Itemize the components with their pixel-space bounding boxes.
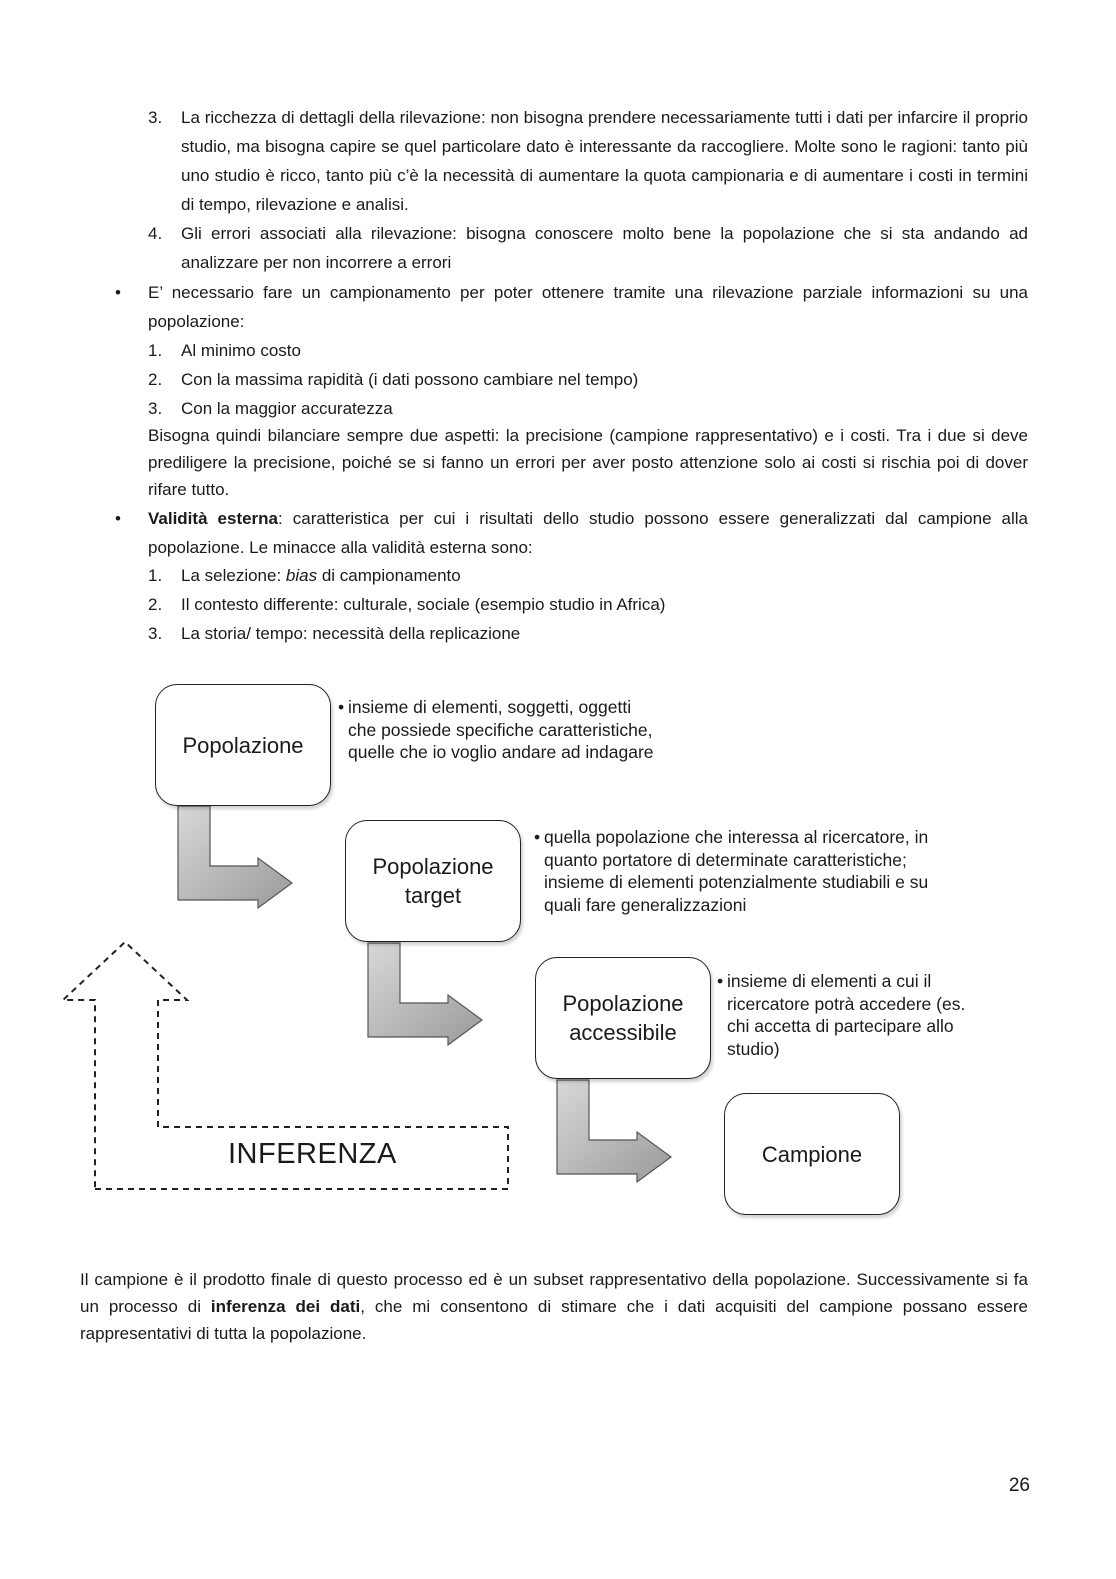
desc-popolazione — [338, 696, 658, 764]
list-number: 1. — [148, 566, 163, 585]
list-text: Con la massima rapidità (i dati possono cambiare nel tempo) — [181, 370, 639, 389]
paragraph-bilanciamento: Bisogna quindi bilanciare sempre due aspetti: la precisione (campione rappresentativo) e i costi. Tra i due si deve prediligere la precisione, poiché se si fanno un errori per aver posto attenzione solo ai costi si rischia poi di dover rifare tutto. — [148, 426, 1028, 499]
list-number: 2. — [148, 595, 163, 614]
list-text-post: di campionamento — [317, 566, 461, 585]
desc-text: insieme di elementi, soggetti, oggetti che possiede specifiche caratteristiche, quelle che io voglio andare ad indagare — [348, 697, 654, 762]
bent-arrow-1-icon — [178, 806, 292, 908]
list-text: Al minimo costo — [181, 341, 301, 360]
desc-popolazione-accessibile — [717, 970, 967, 1060]
list-text: Il contesto differente: culturale, sociale (esempio studio in Africa) — [181, 595, 666, 614]
list-text: Gli errori associati alla rilevazione: bisogna conoscere molto bene la popolazione che si sta andando ad analizzare per non incorrere a errori — [181, 224, 1028, 272]
list-number: 3. — [148, 624, 163, 643]
desc-text: insieme di elementi a cui il ricercatore potrà accedere (es. chi accetta di partecipare allo studio) — [727, 971, 966, 1059]
bent-arrow-3-icon — [557, 1080, 671, 1182]
bullet-icon: • — [338, 697, 345, 717]
desc-text: quella popolazione che interessa al ricercatore, in quanto portatore di determinate caratteristiche; insieme di elementi potenzialmente studiabili e su quali fare generalizzazioni — [544, 827, 929, 915]
box-label-line2: target — [404, 883, 462, 908]
box-label: Campione — [761, 1141, 863, 1167]
box-campione — [724, 1093, 900, 1215]
bullet-icon: • — [534, 827, 541, 847]
box-label: Popolazione — [182, 732, 304, 758]
bullet-text: E’ necessario fare un campionamento per poter ottenere tramite una rilevazione parziale informazioni su una popolazione: — [148, 283, 1028, 331]
box-popolazione — [155, 684, 331, 806]
list-number: 3. — [148, 399, 163, 418]
bold-term: Validità esterna — [148, 509, 279, 528]
list-text: La ricchezza di dettagli della rilevazione: non bisogna prendere necessariamente tutti i dati per infarcire il proprio studio, ma bisogna capire se quel particolare dato è interessante da raccogliere. Molte sono le ragioni: tanto più uno studio è ricco, tanto più c’è la necessità di aumentare la quota campionaria e di aumentare i costi in termini di tempo, rilevazione e analisi. — [181, 108, 1028, 214]
bullet-icon: • — [717, 971, 724, 991]
desc-popolazione-target — [534, 826, 954, 916]
box-label-line1: Popolazione — [372, 854, 494, 879]
list-text: La storia/ tempo: necessità della replicazione — [181, 624, 521, 643]
list-number: 4. — [148, 224, 163, 243]
inferenza-label: INFERENZA — [228, 1138, 397, 1170]
list-number: 2. — [148, 370, 163, 389]
box-popolazione-target — [345, 820, 521, 942]
bent-arrow-2-icon — [368, 943, 482, 1045]
bullet-text: : caratteristica per cui i risultati dello studio possono essere generalizzati dal campione alla popolazione. Le minacce alla validità esterna sono: — [148, 509, 1028, 557]
bold-term: inferenza dei dati — [210, 1297, 361, 1316]
page-number: 26 — [1008, 1475, 1030, 1496]
paragraph-text: Il campione è il prodotto finale di questo processo ed è un subset rappresentativo della popolazione. Successivamente si fa un processo di — [80, 1270, 1028, 1316]
box-label-line2: accessibile — [569, 1020, 677, 1045]
list-number: 3. — [148, 108, 163, 127]
box-label-line1: Popolazione — [562, 991, 684, 1016]
list-text-pre: La selezione: — [181, 566, 286, 585]
paragraph-campione — [80, 1266, 1028, 1347]
list-number: 1. — [148, 341, 163, 360]
list-text: Con la maggior accuratezza — [181, 399, 393, 418]
paragraph-text: , che mi consentono di stimare che i dati acquisiti del campione possano essere rappresentativi di tutta la popolazione. — [80, 1297, 1028, 1343]
bullet-icon: • — [115, 509, 121, 528]
box-popolazione-accessibile — [535, 957, 711, 1079]
bullet-icon: • — [115, 283, 121, 302]
list-text-italic: bias — [285, 566, 318, 585]
